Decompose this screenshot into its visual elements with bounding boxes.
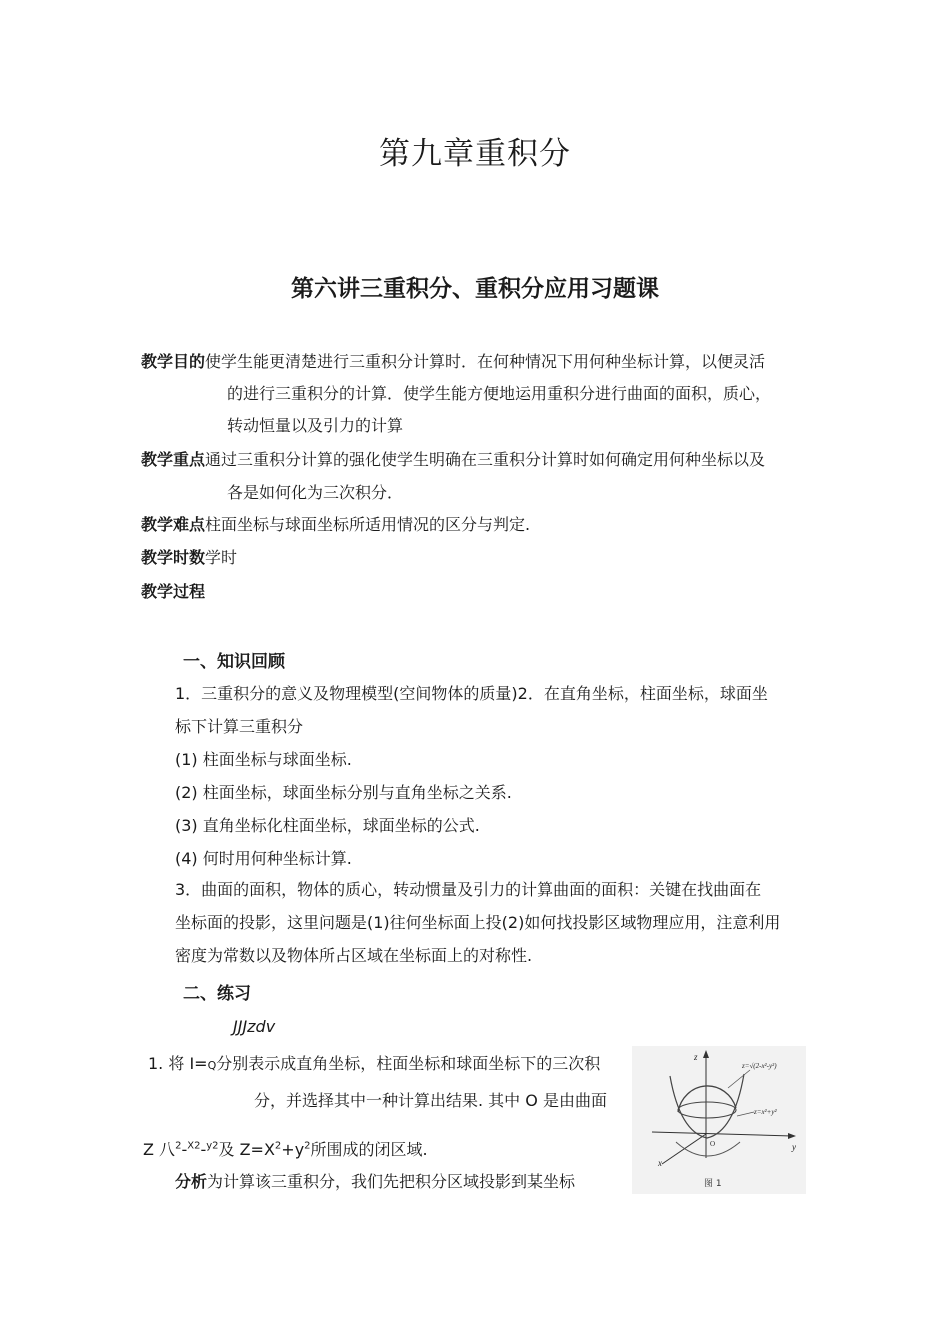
objective-text-1: 使学生能更清楚进行三重积分计算时．在何种情况下用何种坐标计算，以便灵活 — [205, 352, 766, 371]
problem-line-2: 分，并选择其中一种计算出结果. 其中 O 是由曲面 — [254, 1091, 607, 1110]
label-surface-1: z=√(2-x²-y²) — [742, 1062, 777, 1070]
hours-line — [141, 545, 237, 568]
problem-line-1-subscript: Q — [207, 1059, 217, 1072]
hours-label: 教学时数 — [141, 548, 206, 567]
key-points-label: 教学重点 — [141, 450, 206, 469]
problem-line-3-mid-1: - — [181, 1140, 188, 1159]
difficulty-label: 教学难点 — [141, 515, 206, 534]
section-2-heading: 二、练习 — [183, 984, 251, 1004]
figure-1 — [632, 1046, 806, 1194]
sup-1: 2 — [175, 1140, 182, 1152]
section-1-item-1-line-1: 1．三重积分的意义及物理模型(空间物体的质量)2．在直角坐标，柱面坐标，球面坐 — [175, 684, 768, 703]
integral-expression: JJJzdv — [233, 1017, 276, 1036]
y-axis — [652, 1132, 792, 1136]
problem-line-3-b: 及 Z=X — [218, 1140, 275, 1159]
sup-3: y2 — [206, 1140, 219, 1152]
figure-caption: 图 1 — [704, 1179, 722, 1189]
difficulty-text: 柱面坐标与球面坐标所适用情况的区分与判定. — [205, 515, 531, 534]
leader-surface-1 — [728, 1070, 750, 1088]
problem-line-3-a: Z 八 — [143, 1140, 176, 1159]
chapter-title: 第九章重积分 — [379, 136, 571, 172]
difficulty-line — [141, 512, 530, 535]
objective-line-1 — [141, 349, 765, 372]
objective-line-2: 的进行三重积分的计算．使学生能方便地运用重积分进行曲面的面积，质心， — [227, 384, 772, 403]
leader-surface-2 — [737, 1112, 754, 1116]
key-points-line-2: 各是如何化为三次积分． — [227, 483, 404, 502]
label-x: x — [658, 1158, 662, 1168]
process-label: 教学过程 — [141, 582, 206, 601]
hours-text: 学时 — [205, 548, 238, 567]
sub-item-3: (3) 直角坐标化柱面坐标，球面坐标的公式. — [175, 816, 480, 835]
projection-curve — [676, 1142, 740, 1156]
sup-5: 2 — [304, 1140, 311, 1152]
problem-line-3-d: 所围成的闭区域. — [310, 1140, 428, 1159]
key-points-line-1 — [141, 447, 765, 470]
sphere-cap-curve — [678, 1086, 736, 1112]
sup-2: X2 — [187, 1140, 201, 1152]
problem-line-1-prefix: 1. 将 I= — [148, 1054, 208, 1073]
x-axis — [662, 1134, 706, 1164]
section-1-item-3-line-1: 3．曲面的面积，物体的质心，转动惯量及引力的计算曲面的面积：关键在找曲面在 — [175, 880, 762, 899]
objective-label: 教学目的 — [141, 352, 206, 371]
sub-item-4: (4) 何时用何种坐标计算. — [175, 849, 352, 868]
problem-line-3-c: +y — [281, 1140, 305, 1159]
analysis-label: 分析 — [175, 1172, 208, 1191]
objective-line-3: 转动恒量以及引力的计算 — [227, 416, 404, 435]
figure-1-diagram — [632, 1046, 806, 1194]
analysis-text: 为计算该三重积分，我们先把积分区域投影到某坐标 — [207, 1172, 576, 1191]
label-origin: O — [710, 1140, 716, 1148]
label-z: z — [694, 1052, 698, 1062]
section-1-item-3-line-3: 密度为常数以及物体所占区域在坐标面上的对称性. — [175, 946, 533, 965]
sub-item-1: (1) 柱面坐标与球面坐标. — [175, 750, 352, 769]
problem-line-1 — [148, 1051, 600, 1074]
sub-item-2: (2) 柱面坐标，球面坐标分别与直角坐标之关系. — [175, 783, 512, 802]
sup-4: 2 — [274, 1140, 282, 1152]
label-surface-2: z=x²+y² — [754, 1108, 777, 1116]
z-axis-arrow — [703, 1050, 709, 1058]
section-1-heading: 一、知识回顾 — [183, 652, 285, 672]
section-1-item-3-line-2: 坐标面的投影，这里问题是(1)往何坐标面上投(2)如何找投影区域物理应用，注意利用 — [175, 913, 781, 932]
lecture-title: 第六讲三重积分、重积分应用习题课 — [291, 276, 659, 302]
intersection-ellipse — [678, 1102, 736, 1118]
analysis-line — [175, 1169, 575, 1192]
key-points-text-1: 通过三重积分计算的强化使学生明确在三重积分计算时如何确定用何种坐标以及 — [205, 450, 766, 469]
problem-line-3-mid-2: - — [200, 1140, 207, 1159]
problem-line-1-text: 分别表示成直角坐标，柱面坐标和球面坐标下的三次积 — [216, 1054, 601, 1073]
label-y: y — [792, 1142, 796, 1152]
section-1-item-1-line-2: 标下计算三重积分 — [175, 717, 304, 736]
problem-line-3 — [143, 1137, 428, 1160]
y-axis-arrow — [788, 1133, 796, 1139]
